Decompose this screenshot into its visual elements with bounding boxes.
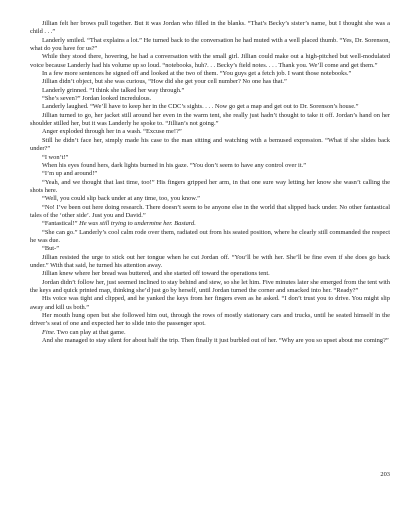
paragraph (30, 87, 390, 95)
paragraph (30, 70, 390, 78)
text-run: “But-” (42, 245, 60, 253)
text-run: Jillian resisted the urge to stick out her tongue when he cut Jordan off. “You’ll be with her. She’ll be fine even if she does go back under.” With that said, he turned his attention away. (30, 253, 390, 269)
paragraph (30, 270, 390, 278)
text-run: While they stood there, hovering, he had a conversation with the small girl. Jillian could make out a high-pitched but well-modulated voice because Landerly had his volume up so loud. “notebooks, huh?. . . Becky’s field notes. . . . Thank you. We’ll come and get them.” (30, 53, 390, 69)
paragraph (30, 103, 390, 111)
text-run: “Well, you could slip back under at any time, too, you know.” (42, 195, 200, 203)
paragraph (30, 204, 390, 221)
text-run: “Fantastical!” (42, 220, 80, 228)
text-run: His voice was tight and clipped, and he yanked the keys from her fingers even as he asked. “I don’t trust you to drive. You might slip away and kill us both.” (30, 295, 390, 311)
paragraph (30, 20, 390, 37)
text-run: And she managed to stay silent for about half the trip. Then finally it just burbled out of her. “Why are you so upset about me coming?” (42, 337, 389, 345)
paragraph (30, 279, 390, 296)
paragraph (30, 162, 390, 170)
text-run: “I’m up and around!” (42, 170, 98, 178)
text-run: “She’s seven?” Jordan looked incredulous. (42, 95, 152, 103)
text-run: Jordan didn’t follow her, just seemed inclined to stay behind and stew, so she let him. Five minutes later she emerged from the tent with the keys and quick printed map, thinking she’d just go by herself, until Jordan turned the corner and smacked into her. “Ready?” (30, 278, 390, 294)
paragraph (30, 337, 390, 345)
text-run: Jillian didn’t object, but she was curious, “How did she get your cell number? No one has that.” (42, 78, 287, 86)
paragraph (30, 53, 390, 70)
paragraph (30, 245, 390, 253)
paragraph (30, 78, 390, 86)
page-body-text (30, 20, 390, 345)
text-run: Jillian knew where her bread was buttered, and she started off toward the operations tent. (42, 270, 270, 278)
text-run: Anger exploded through her in a wash. “Excuse me!?” (42, 128, 182, 136)
paragraph (30, 128, 390, 136)
paragraph (30, 220, 390, 228)
text-run: Landerly grinned. “I think she talked her way through.” (42, 86, 185, 94)
page-number: 203 (380, 471, 390, 478)
paragraph (30, 254, 390, 271)
paragraph (30, 312, 390, 329)
text-run: In a few more sentences he signed off and looked at the two of them. “You guys get a fetch job. I want those notebooks.” (42, 70, 352, 78)
text-run: “I won’t!” (42, 153, 69, 161)
paragraph (30, 37, 390, 54)
paragraph (30, 179, 390, 196)
text-run: Jillian felt her brows pull together. But it was Jordan who filled in the blanks. “That’s Becky’s sister’s name, but I thought she was a child . . .” (30, 20, 390, 36)
paragraph (30, 112, 390, 129)
paragraph (30, 229, 390, 246)
paragraph (30, 137, 390, 154)
text-run: When his eyes found hers, dark lights burned in his gaze. “You don’t seem to have any control over it.” (42, 161, 307, 169)
text-run: Landerly smiled. “That explains a lot.” He turned back to the conversation he had muted with a well placed thumb. “Yes, Dr. Sorenson, what do you have for us?” (30, 36, 390, 53)
italic-text-run: Fine. (42, 328, 56, 336)
paragraph (30, 95, 390, 103)
text-run: “No! I’ve been out here doing research. There doesn’t seem to be anyone else in the world that slipped back under. No other fantastical tales of the ‘other side’. Just you and David.” (30, 203, 390, 219)
paragraph (30, 295, 390, 312)
paragraph (30, 154, 390, 162)
text-run: Jillian turned to go, her jacket still around her even in the warm tent, she really just hadn’t thought to take it off. Jordan’s hand on her shoulder stilled her, but it was Landerly he spoke to. “Jillian’s not going.” (30, 111, 390, 128)
text-run: “She can go.” Landerly’s cool calm rode over them, radiated out from his seated position, where he clearly still commanded the respect he was due. (30, 228, 390, 244)
text-run: Two can play at that game. (55, 328, 126, 336)
text-run: “Yeah, and we thought that last time, too!” His fingers gripped her arm, in that one sure way letting her know she wasn’t calling the shots here. (30, 178, 390, 194)
text-run: Landerly laughed. “We’ll have to keep her in the CDC’s sights. . . . Now go get a map and get out to Dr. Sorenson’s house.” (42, 103, 359, 111)
paragraph (30, 195, 390, 203)
text-run: Her mouth hung open but she followed him out, through the rows of mostly stationary cars and trucks, until he seated himself in the driver’s seat of one and expected her to slide into the passenger spot. (30, 312, 390, 328)
paragraph (30, 170, 390, 178)
paragraph (30, 329, 390, 337)
text-run: Still he didn’t face her, simply made his case to the man sitting and watching with a bemused expression. “What if she slides back under?” (30, 136, 390, 153)
italic-text-run: He was still trying to undermine her. Bastard. (79, 220, 196, 228)
